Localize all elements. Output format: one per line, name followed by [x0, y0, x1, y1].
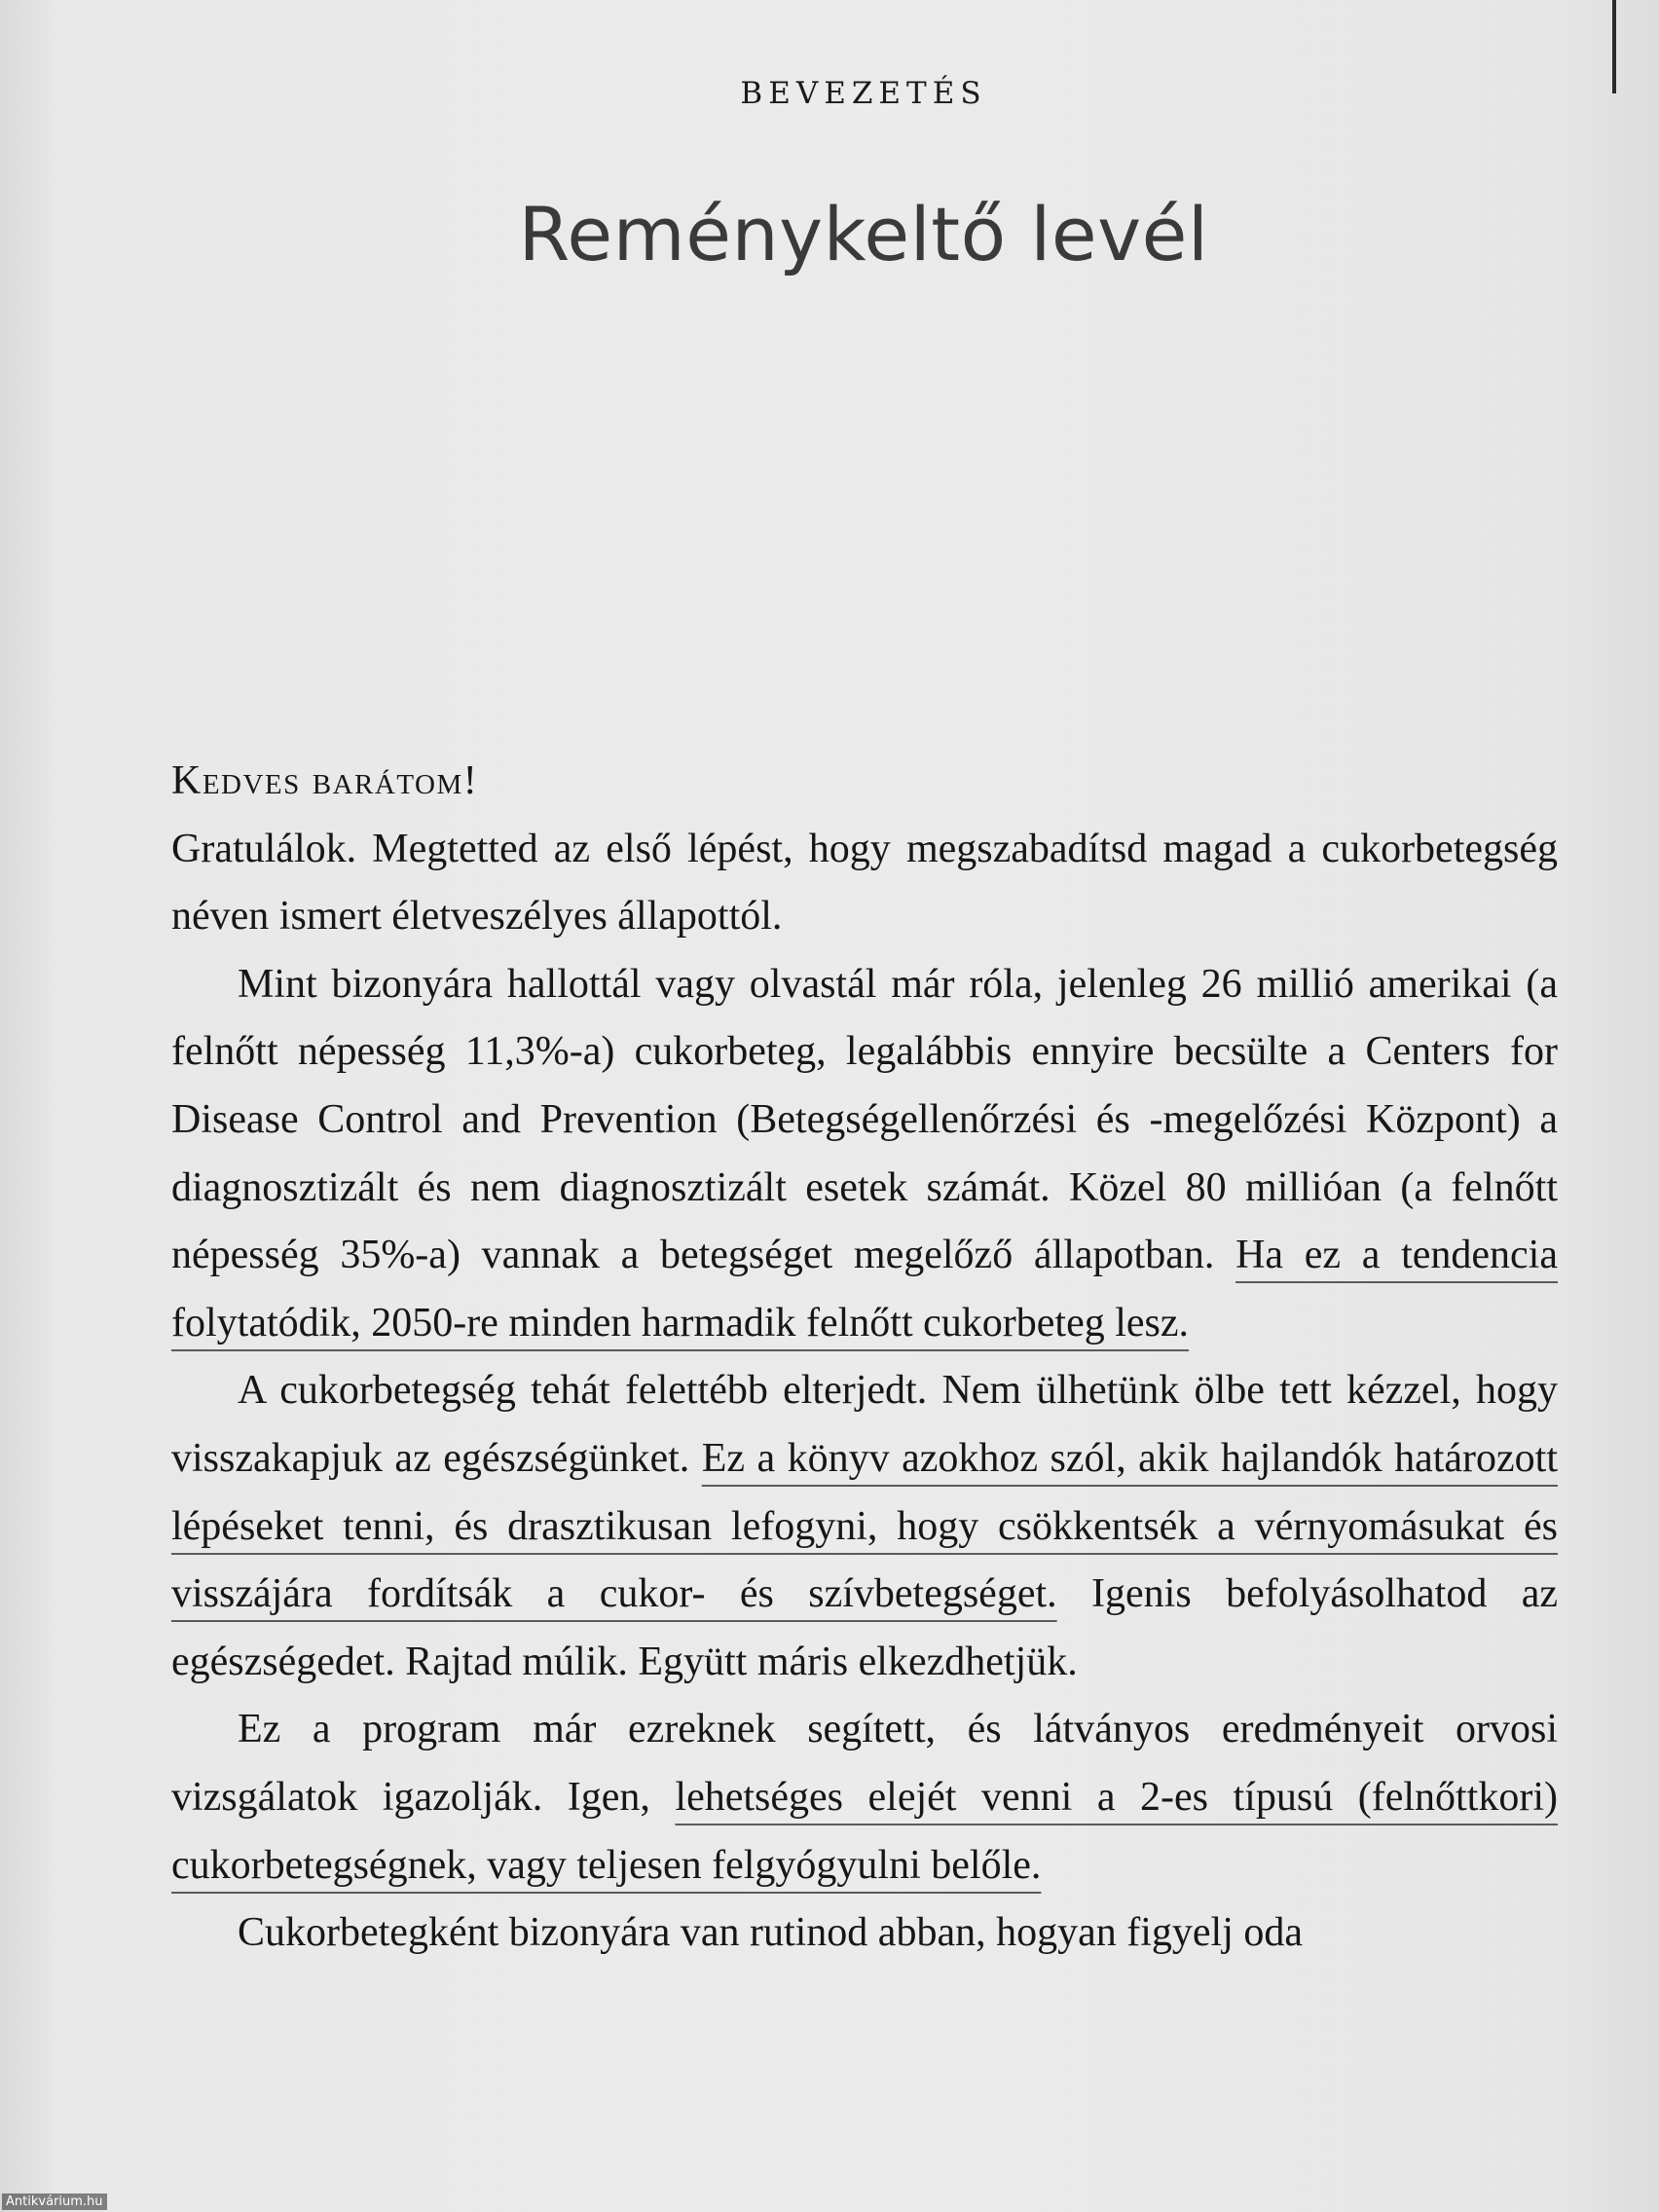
paragraph-4	[171, 1696, 1558, 1899]
letter-body	[171, 748, 1558, 1968]
paragraph-3-text-end: Igenis befolyásolhatod az egészségedet. Rajtad múlik. Együtt máris elkezdhetjük.	[171, 1571, 1558, 1684]
paragraph-1: Gratulálok. Megtetted az első lépést, hogy megszabadítsd magad a cukorbetegség néven ismert életveszélyes állapottól.	[171, 826, 1558, 940]
paragraph-2-text: Mint bizonyára hallottál vagy olvastál már róla, jelenleg 26 millió amerikai (a felnőtt népesség 11,3%-a) cukorbeteg, legalábbis ennyire becsülte a Centers for Disease Control and Prevention (Betegségellenőrzési és -megelőzési Központ) a diagnosztizált és nem diagnosztizált esetek számát. Közel 80 millióan (a felnőtt népesség 35%-a) vannak a betegséget megelőző állapotban.	[171, 961, 1558, 1278]
underlined-passage-3: lehetséges elejét venni a 2-es típusú (felnőttkori) cukorbetegségnek, vagy teljesen felgyógyulni belőle.	[171, 1774, 1558, 1888]
paragraph-4-text: Ez a program már ezreknek segített, és látványos eredményeit orvosi vizsgálatok igazolják. Igen,	[171, 1707, 1558, 1820]
underlined-passage-1: Ha ez a tendencia folytatódik, 2050-re minden harmadik felnőtt cukorbeteg lesz.	[171, 1233, 1558, 1346]
paragraph-3-text: A cukorbetegség tehát felettébb elterjedt. Nem ülhetünk ölbe tett kézzel, hogy visszakapjuk az egészségünket.	[171, 1368, 1558, 1481]
salutation: Kedves barátom!	[171, 758, 479, 803]
watermark: Antikvárium.hu	[2, 2194, 107, 2210]
paragraph-3	[171, 1357, 1558, 1696]
paragraph-2	[171, 951, 1558, 1358]
chapter-label: BEVEZETÉS	[740, 76, 987, 111]
underlined-passage-2: Ez a könyv azokhoz szól, akik hajlandók határozott lépéseket tenni, és drasztikusan lefogyni, hogy csökkentsék a vérnyomásukat és visszájára fordítsák a cukor- és szívbetegséget.	[171, 1435, 1558, 1617]
paragraph-5: Cukorbetegként bizonyára van rutinod abban, hogyan figyelj oda	[238, 1910, 1304, 1956]
page-title: Reménykeltő levél	[518, 191, 1209, 277]
